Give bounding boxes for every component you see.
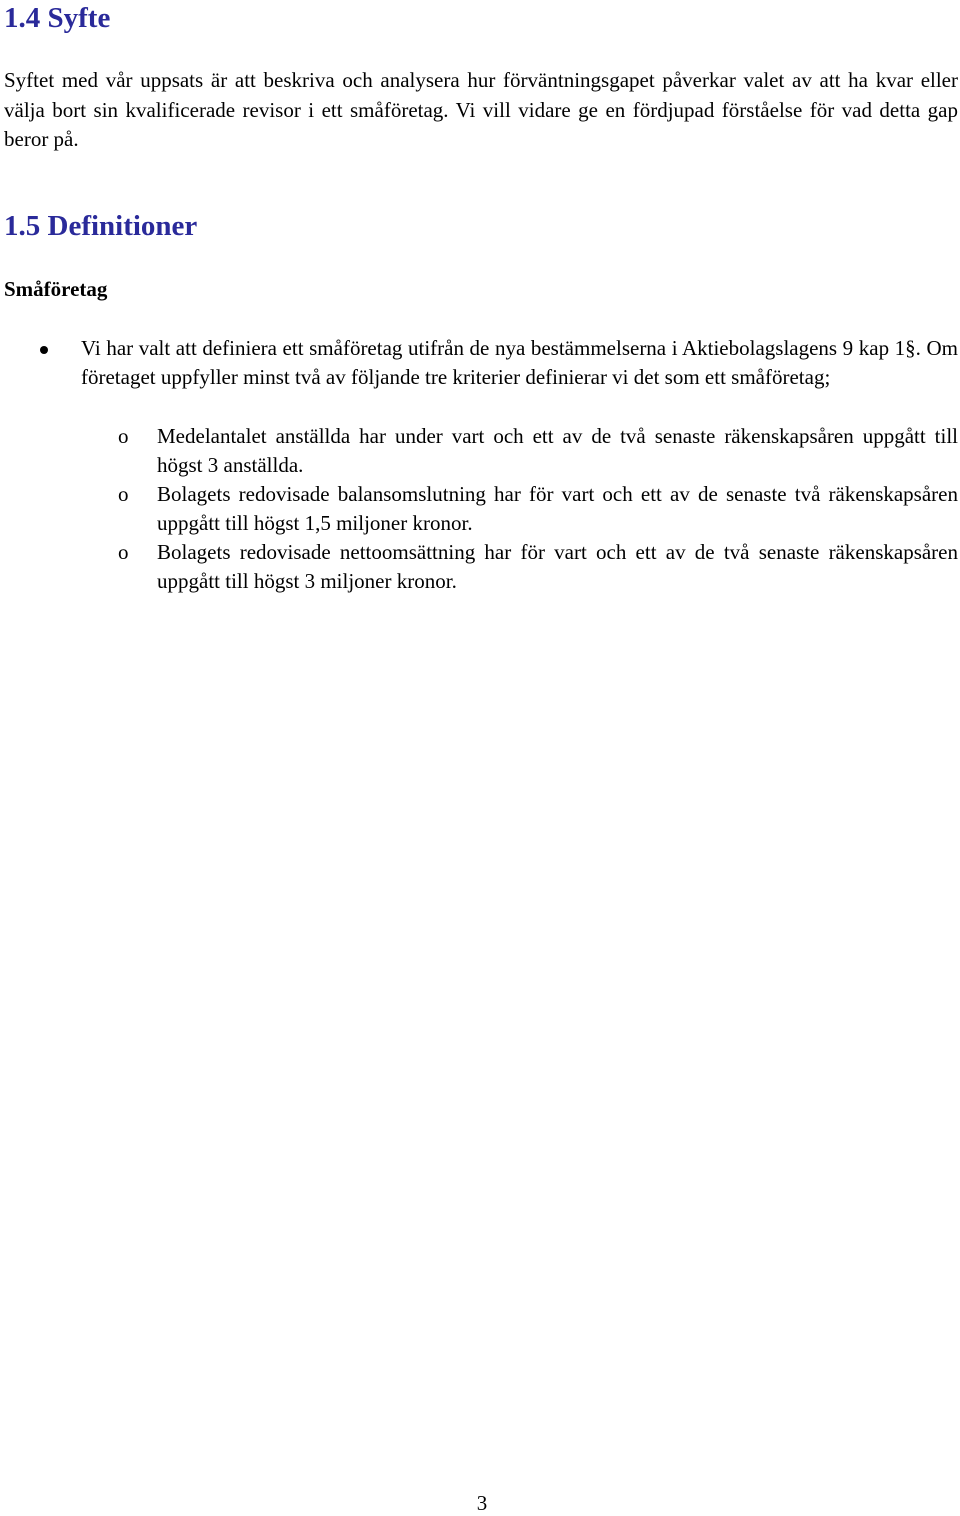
bullet-icon [40, 346, 48, 354]
criterion-item: Medelantalet anställda har under vart och ett av de två senaste räkenskapsåren uppgått till högst 3 anställda. [157, 424, 958, 477]
sub-item-marker: o [118, 482, 129, 506]
criterion-item: Bolagets redovisade nettoomsättning har för vart och ett av de två senaste räkenskapsåren uppgått till högst 3 miljoner kronor. [157, 540, 958, 593]
syfte-paragraph: Syftet med vår uppsats är att beskriva och analysera hur förväntningsgapet påverkar valet av att ha kvar eller välja bort sin kvalificerade revisor i ett småföretag. Vi vill vidare ge en fördjupad förståelse för vad detta gap beror på. [4, 68, 958, 151]
sub-item-marker: o [118, 540, 129, 564]
section-heading-syfte: 1.4 Syfte [4, 2, 111, 34]
sub-item-marker: o [118, 424, 129, 448]
criterion-item: Bolagets redovisade balansomslutning har för vart och ett av de senaste två räkenskapsåren uppgått till högst 1,5 miljoner kronor. [157, 482, 958, 535]
definition-bullet-text: Vi har valt att definiera ett småföretag utifrån de nya bestämmelserna i Aktiebolagslagens 9 kap 1§. Om företaget uppfyller minst två av följande tre kriterier definierar vi det som ett småföretag; [81, 336, 958, 389]
section-heading-definitioner: 1.5 Definitioner [4, 210, 198, 242]
subheading-smaforetag: Småföretag [4, 277, 108, 301]
page-number: 3 [476, 1491, 488, 1515]
